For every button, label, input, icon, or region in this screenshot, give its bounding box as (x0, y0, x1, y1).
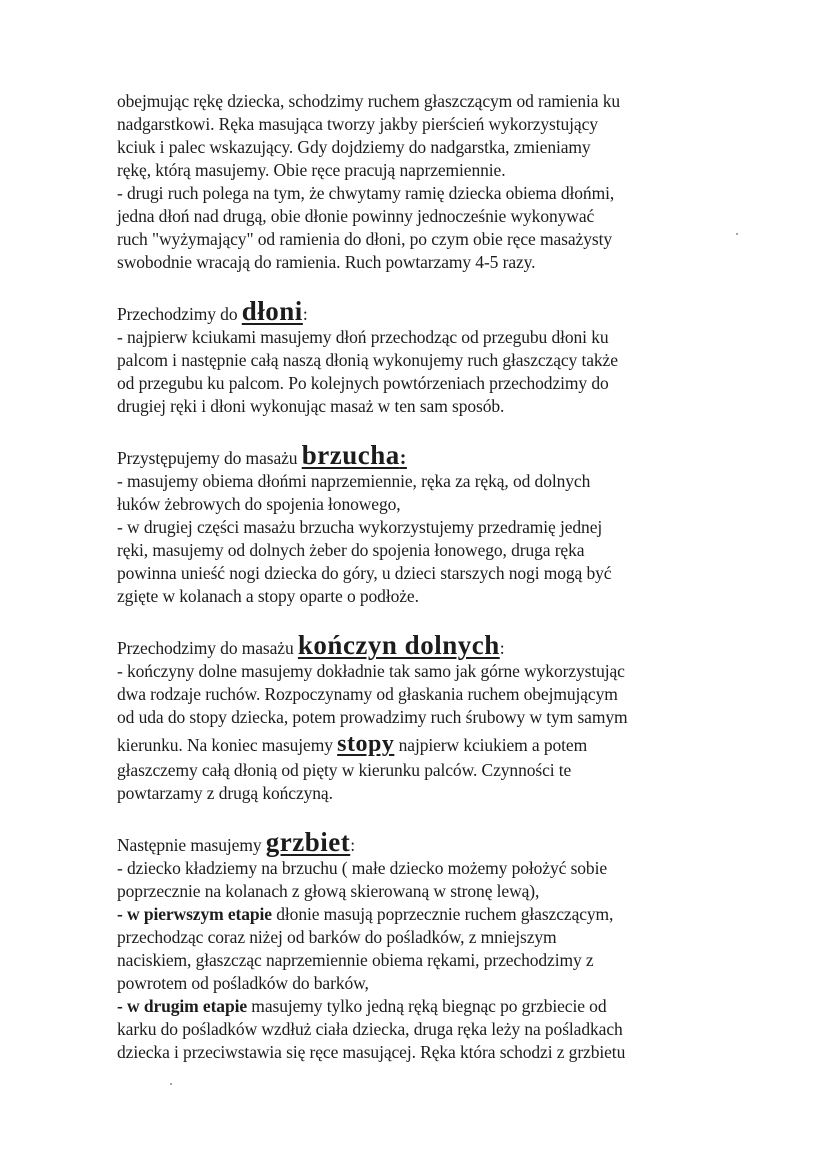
text-line: kciuk i palec wskazujący. Gdy dojdziemy do nadgarstka, zmieniamy (117, 137, 591, 157)
text-line: swobodnie wracają do ramienia. Ruch powtarzamy 4-5 razy. (117, 252, 536, 272)
text-line: dwa rodzaje ruchów. Rozpoczynamy od głaskania ruchem obejmującym (117, 684, 618, 704)
heading-lead: Następnie masujemy (117, 835, 266, 855)
text-line: drugiej ręki i dłoni wykonując masaż w ten sam sposób. (117, 396, 505, 416)
text-line: obejmując rękę dziecka, schodzimy ruchem głaszczącym od ramienia ku (117, 91, 621, 111)
text-line: nadgarstkowi. Ręka masująca tworzy jakby pierścień wykorzystujący (117, 114, 598, 134)
text-line: powtarzamy z drugą kończyną. (117, 783, 333, 803)
keyword-legs: kończyn dolnych (297, 630, 500, 660)
section-heading (117, 296, 697, 326)
text-line (117, 995, 697, 1018)
text-line: od przegubu ku palcom. Po kolejnych powtórzeniach przechodzimy do (117, 373, 609, 393)
text-line: poprzecznie na kolanach z głową skierowaną w stronę lewą), (117, 881, 540, 901)
section-heading (117, 440, 697, 470)
line-lead: kierunku. Na koniec masujemy (117, 735, 338, 755)
heading-lead: Przechodzimy do masażu (117, 638, 298, 658)
text-line: naciskiem, głaszcząc naprzemiennie obiema rękami, przechodzimy z (117, 950, 594, 970)
text-line (117, 903, 697, 926)
text-line: głaszczemy całą dłonią od pięty w kierunku palców. Czynności te (117, 760, 572, 780)
text-line: palcom i następnie całą naszą dłonią wykonujemy ruch głaszczący także (117, 350, 618, 370)
document-text (117, 90, 697, 1064)
section-abdomen (117, 440, 697, 608)
text-line: łuków żebrowych do spojenia łonowego, (117, 494, 401, 514)
paragraph-arm-massage (117, 90, 697, 274)
text-line: od uda do stopy dziecka, potem prowadzimy ruch śrubowy w tym samym (117, 707, 628, 727)
scan-speck (170, 1083, 172, 1085)
text-line: - w drugiej części masażu brzucha wykorzystujemy przedramię jednej (117, 517, 603, 537)
heading-lead: Przechodzimy do (117, 304, 242, 324)
keyword-abdomen: brzucha (301, 440, 400, 470)
text-line: karku do pośladków wzdłuż ciała dziecka, druga ręka leży na pośladkach (117, 1019, 623, 1039)
keyword-back: grzbiet (265, 827, 351, 857)
text-line: rękę, którą masujemy. Obie ręce pracują naprzemiennie. (117, 160, 506, 180)
text-line: zgięte w kolanach a stopy oparte o podłoże. (117, 586, 419, 606)
keyword-feet: stopy (337, 731, 395, 757)
text-line: - masujemy obiema dłońmi naprzemiennie, ręka za ręką, od dolnych (117, 471, 591, 491)
heading-colon: : (350, 835, 355, 855)
section-heading (117, 827, 697, 857)
stage-label: - w drugim etapie (117, 996, 248, 1016)
stage-label: - w pierwszym etapie (117, 904, 272, 924)
text-line: - najpierw kciukami masujemy dłoń przechodząc od przegubu dłoni ku (117, 327, 609, 347)
text-line: przechodząc coraz niżej od barków do pośladków, z mniejszym (117, 927, 557, 947)
text-line (117, 729, 697, 759)
text-line: powrotem od pośladków do barków, (117, 973, 369, 993)
section-hands (117, 296, 697, 418)
keyword-hands: dłoni (241, 296, 303, 326)
section-heading (117, 630, 697, 660)
heading-colon: : (302, 304, 308, 324)
text-line: ruch "wyżymający" od ramienia do dłoni, po czym obie ręce masażysty (117, 229, 612, 249)
text-line: - kończyny dolne masujemy dokładnie tak samo jak górne wykorzystując (117, 661, 625, 681)
text-line: - dziecko kładziemy na brzuchu ( małe dziecko możemy położyć sobie (117, 858, 608, 878)
line-tail: masujemy tylko jedną ręką biegnąc po grzbiecie od (247, 996, 607, 1016)
heading-colon: : (499, 638, 505, 658)
section-back (117, 827, 697, 1064)
text-line: jedna dłoń nad drugą, obie dłonie powinny jednocześnie wykonywać (117, 206, 595, 226)
text-line: ręki, masujemy od dolnych żeber do spojenia łonowego, druga ręka (117, 540, 585, 560)
line-tail: dłonie masują poprzecznie ruchem głaszczącym, (271, 904, 614, 924)
heading-colon: : (399, 447, 407, 469)
text-line: dziecka i przeciwstawia się ręce masującej. Ręka która schodzi z grzbietu (117, 1042, 626, 1062)
text-line: - drugi ruch polega na tym, że chwytamy ramię dziecka obiema dłońmi, (117, 183, 615, 203)
text-line: powinna unieść nogi dziecka do góry, u dzieci starszych nogi mogą być (117, 563, 612, 583)
section-legs (117, 630, 697, 805)
scan-speck (736, 233, 738, 235)
line-tail: najpierw kciukiem a potem (394, 735, 588, 755)
heading-lead: Przystępujemy do masażu (117, 448, 302, 468)
